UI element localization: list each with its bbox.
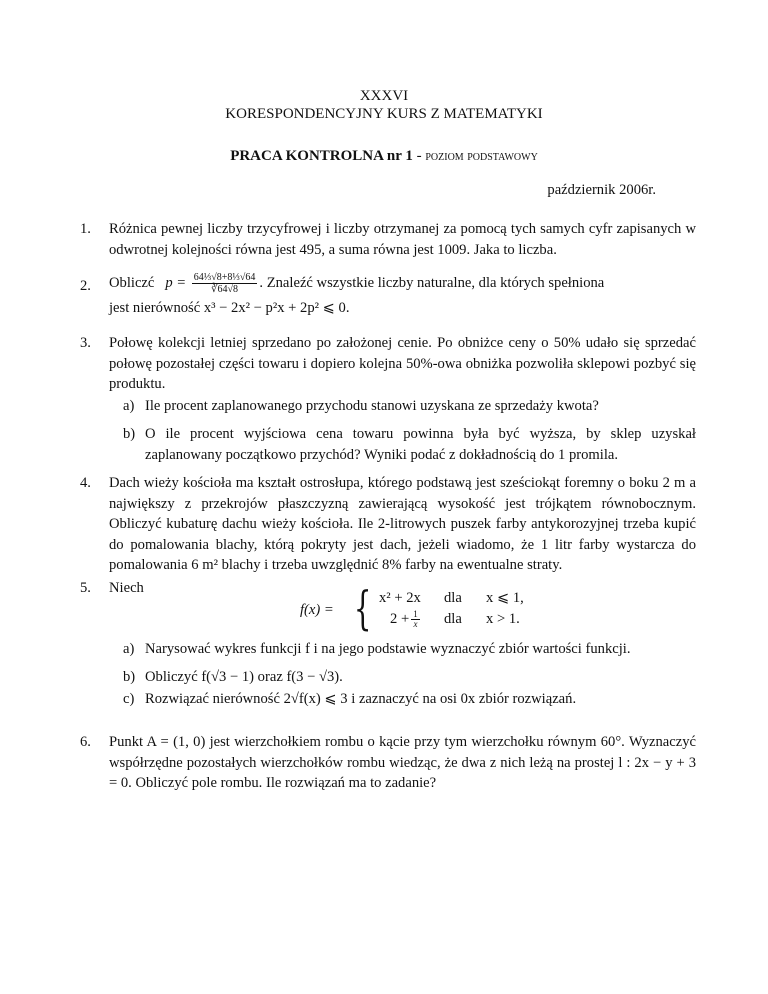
case-2-fraction	[411, 610, 420, 629]
problem-text: Dach wieży kościoła ma kształt ostrosłupa, którego podstawą jest sześciokąt foremny o boku 2 m a największy z przekrojów płaszczyzną zawierającą wysokość jest trójkątem równobocznym. Obliczyć kubaturę dachu wieży kościoła. Ile 2-litrowych puszek farby antykorozyjnej trzeba kupić do pomalowania blachy, którą pokryty jest dach, jeżeli wiadomo, że 1 litr farby wystarcza do pomalowania 6 m² blachy i trzeba uwzględnić 8% farby na ewentualne straty.	[109, 475, 696, 573]
problem-number: 3.	[80, 335, 91, 351]
case-2-expression	[390, 609, 422, 630]
case-2-dla: dla	[444, 611, 462, 627]
variable-p: p =	[165, 274, 187, 291]
problem-continuation: . Znaleźć wszystkie liczby naturalne, dla których spełniona	[259, 274, 605, 291]
sub-text: Rozwiązać nierówność 2√f(x) ⩽ 3 i zaznaczyć na osi 0x zbiór rozwiązań.	[145, 691, 577, 707]
case-1-condition: x ⩽ 1,	[486, 590, 524, 606]
problem-lead: Niech	[109, 580, 144, 596]
document-number: XXXVI	[359, 88, 409, 104]
problem-3	[80, 333, 696, 395]
problem-number: 2.	[80, 278, 91, 294]
case-2-numerator: 1	[413, 609, 418, 620]
course-title: KORESPONDENCYJNY KURS Z MATEMATYKI	[225, 106, 543, 122]
problem-lead: Obliczć	[109, 274, 155, 291]
sub-text: Narysować wykres funkcji f i na jego podstawie wyznaczyć zbiór wartości funkcji.	[145, 641, 631, 657]
sub-text: Obliczyć f(√3 − 1) oraz f(3 − √3).	[145, 669, 343, 685]
subproblem-3a	[123, 396, 696, 417]
problem-6	[80, 732, 696, 794]
left-brace: {	[353, 581, 372, 635]
fraction-numerator: 64⅓√8+8⅓√64	[193, 272, 256, 283]
subproblem-5a	[123, 639, 696, 660]
case-1-dla: dla	[444, 590, 462, 606]
assignment-level: poziom podstawowy	[425, 149, 538, 164]
case-2-term: 2 +	[390, 611, 410, 627]
problem-line-2: jest nierówność x³ − 2x² − p²x + 2p² ⩽ 0.	[109, 300, 350, 316]
problem-text: Połowę kolekcji letniej sprzedano po założonej cenie. Po obniżce ceny o 50% udało się sprzedać połowę pozostałej części towaru i dopiero kolejna 50%-owa obniżka pozwoliła sklepowi pozbyć się produktu.	[109, 335, 696, 392]
problem-text: Punkt A = (1, 0) jest wierzchołkiem rombu o kącie przy tym wierzchołku równym 60°. Wyznaczyć współrzędne pozostałych wierzchołków rombu wiedząc, że dwa z nich leżą na prostej l : 2x − y + 3 = 0. Obliczyć pole rombu. Ile rozwiązań ma to zadanie?	[109, 734, 696, 791]
problem-text: Różnica pewnej liczby trzycyfrowej i liczby otrzymanej za pomocą tych samych cyfr zapisanych w odwrotnej kolejności równa jest 495, a suma równa jest 1009. Jaka to liczba.	[109, 221, 696, 258]
sub-text: O ile procent wyjściowa cena towaru powinna była być wyższa, by sklep uzyskał zaplanowany początkowo przychód? Wyniki podać z dokładnością do 1 promila.	[145, 426, 696, 463]
assignment-title-main: PRACA KONTROLNA nr 1	[230, 148, 413, 164]
problem-4	[80, 473, 696, 576]
problem-number: 1.	[80, 221, 91, 237]
title-separator: -	[412, 148, 426, 164]
fraction-denominator: ∛64√8	[211, 284, 239, 295]
subproblem-5c	[123, 689, 696, 710]
subproblem-3b	[123, 424, 696, 465]
sub-label: b)	[123, 426, 136, 442]
piecewise-function	[300, 581, 660, 635]
sub-label: b)	[123, 669, 136, 685]
problem-number: 5.	[80, 580, 91, 596]
function-lhs: f(x) =	[300, 602, 334, 618]
problem-2	[80, 272, 696, 321]
case-1-expression: x² + 2x	[379, 590, 421, 606]
case-2-denominator: x	[413, 619, 418, 630]
subproblem-5b	[123, 667, 696, 688]
problem-text	[109, 272, 696, 321]
assignment-title	[0, 146, 768, 168]
sub-text: Ile procent zaplanowanego przychodu stanowi uzyskana ze sprzedaży kwota?	[145, 398, 599, 414]
fraction-expression	[192, 272, 258, 295]
document-date: październik 2006r.	[547, 182, 656, 198]
problem-number: 4.	[80, 475, 91, 491]
sub-label: a)	[123, 641, 135, 657]
problem-1	[80, 219, 696, 260]
problem-number: 6.	[80, 734, 91, 750]
case-2-condition: x > 1.	[486, 611, 520, 627]
sub-label: a)	[123, 398, 135, 414]
sub-label: c)	[123, 691, 135, 707]
